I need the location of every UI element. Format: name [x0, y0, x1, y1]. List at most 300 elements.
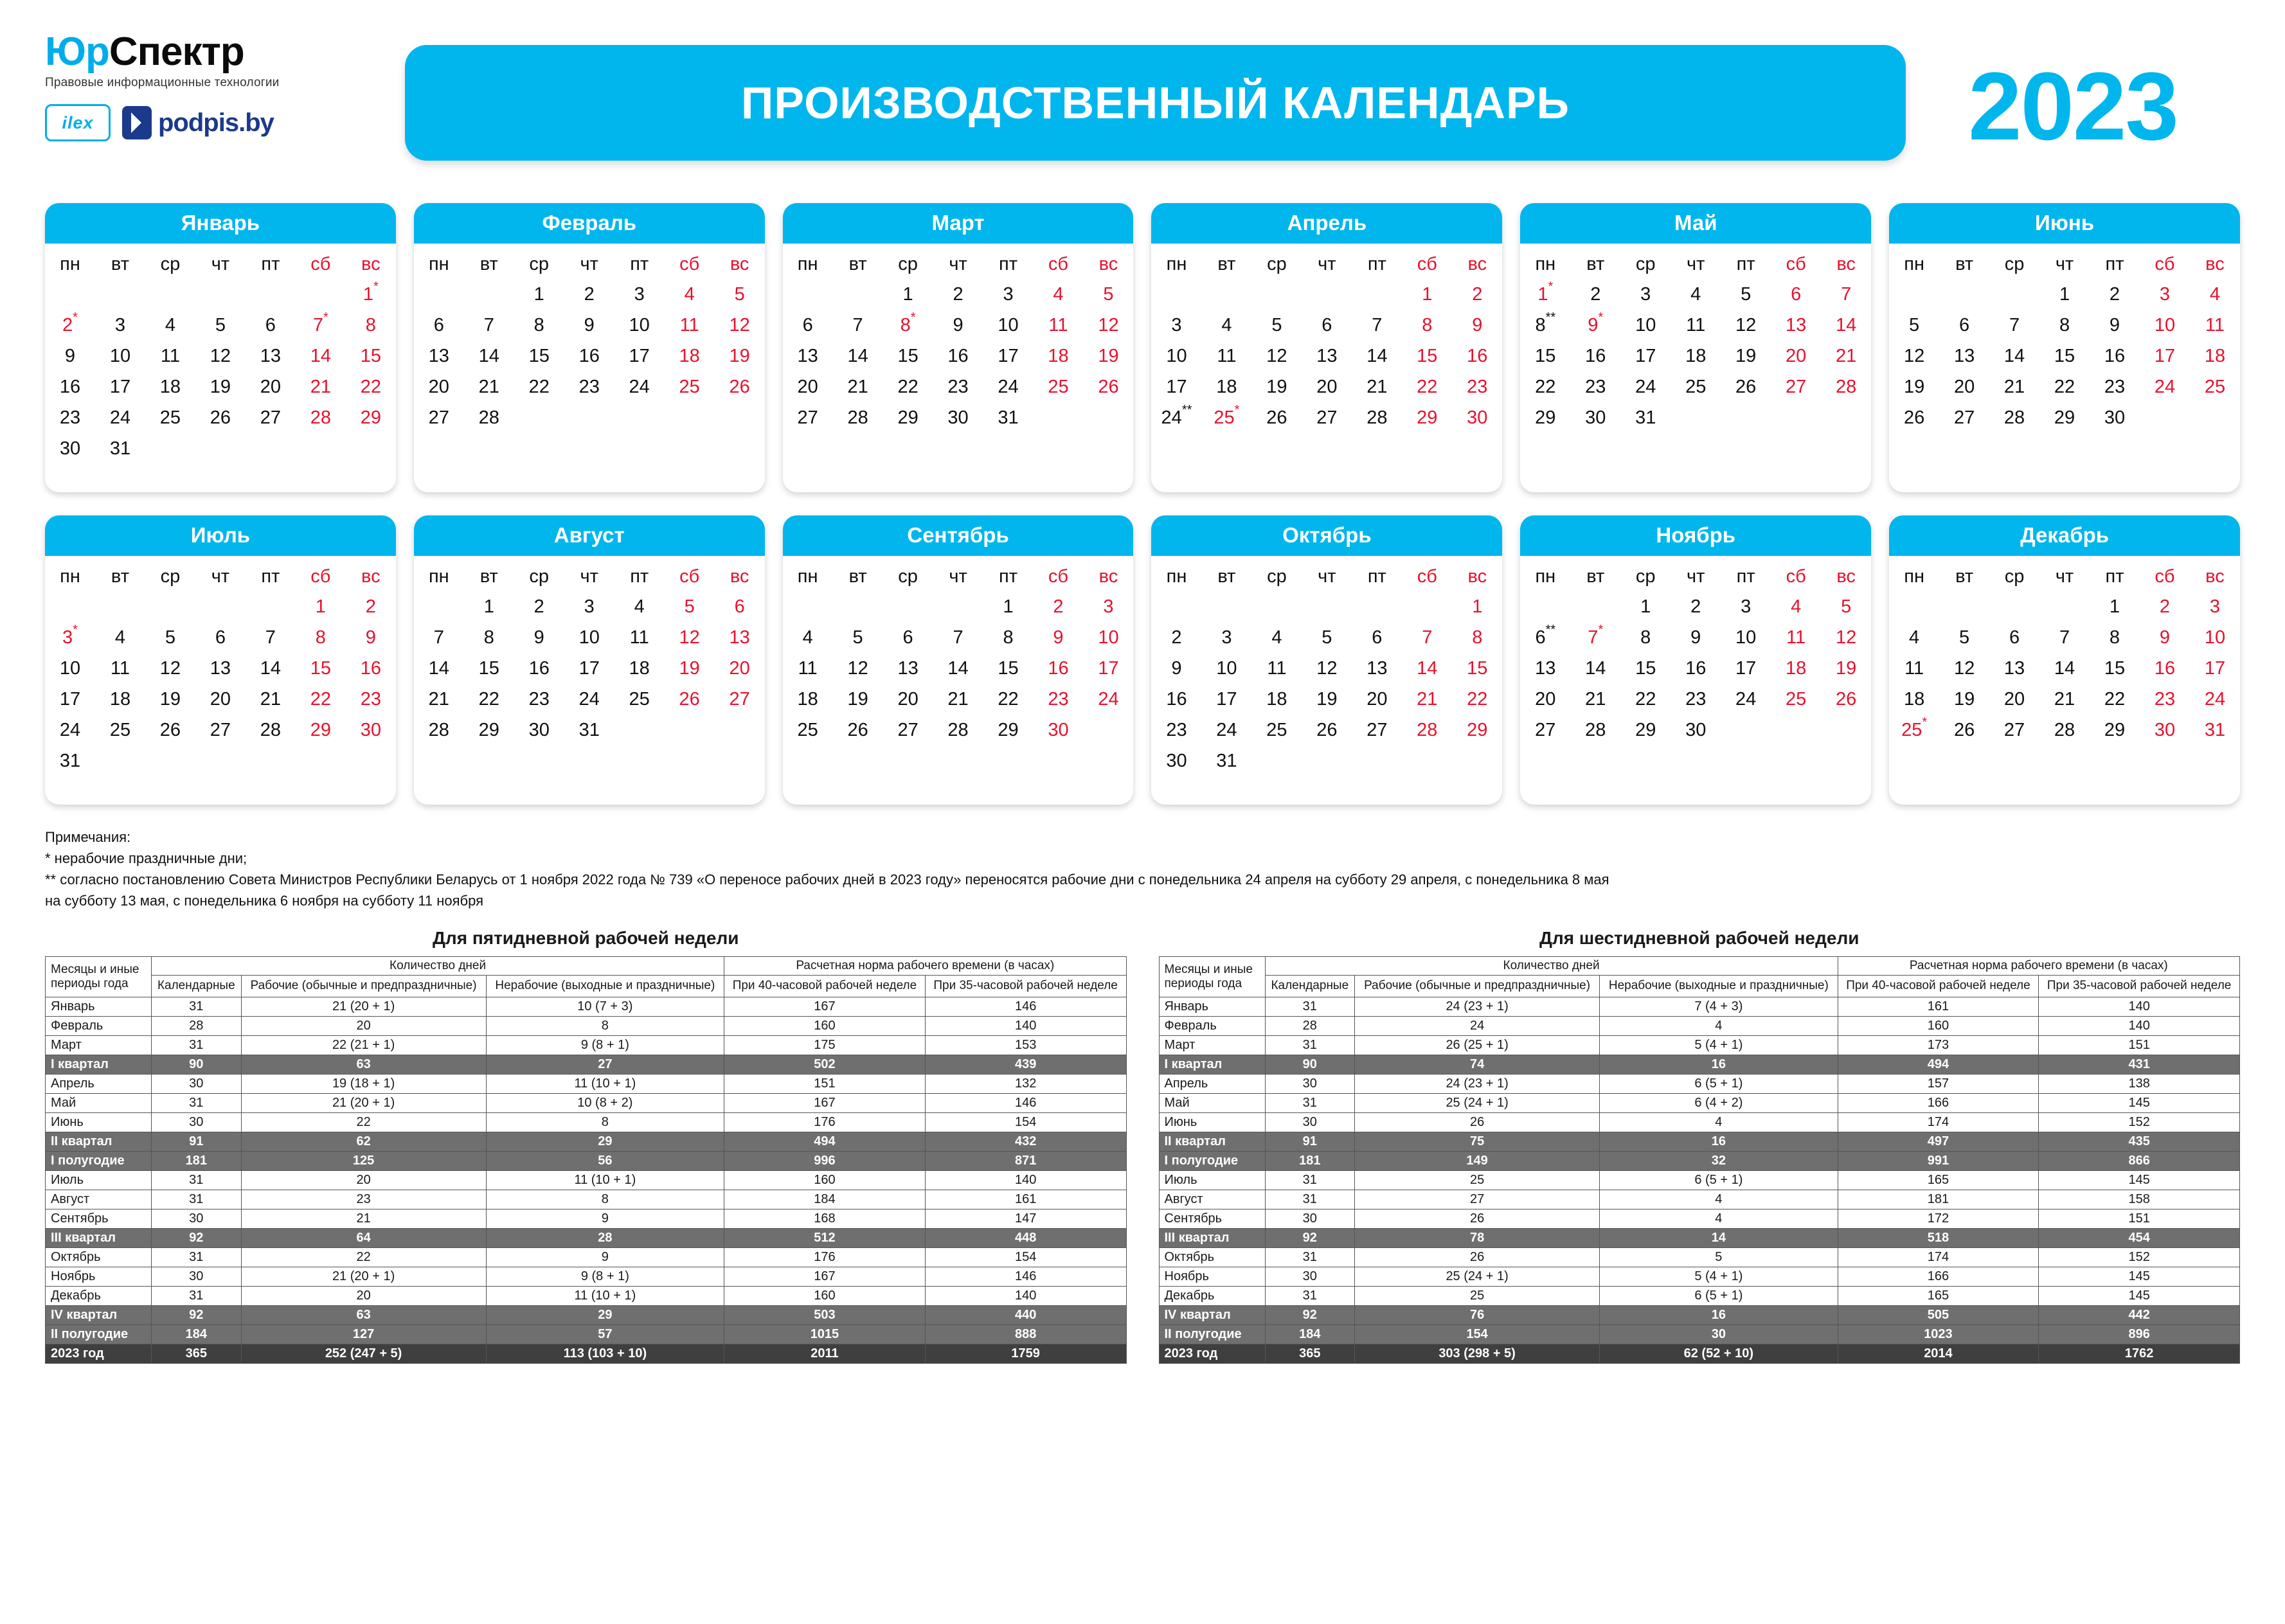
row-label: III квартал [1159, 1228, 1265, 1247]
day-cell: 16 [528, 657, 550, 679]
day-cell: 2 [1590, 283, 1601, 305]
row-value-2: 149 [1355, 1151, 1600, 1170]
weekday-header-пт: пт [999, 254, 1018, 274]
week-row [1889, 591, 2240, 622]
day-cell: 28 [478, 407, 499, 428]
row-value-2: 20 [241, 1170, 486, 1190]
row-value-1: 91 [152, 1132, 242, 1151]
weekday-header-чт: чт [1687, 566, 1705, 587]
year-label: 2023 [1968, 52, 2178, 160]
row-value-2: 24 (23 + 1) [1355, 997, 1600, 1016]
day-cell: 4 [1271, 627, 1282, 648]
row-value-2: 25 (24 + 1) [1355, 1093, 1600, 1112]
row-value-5: 151 [2039, 1035, 2240, 1055]
day-cell: 5 [1909, 314, 1920, 335]
table-row [1159, 1035, 2240, 1055]
day-cell: 24 [998, 376, 1019, 397]
day-cell: 10 [1635, 314, 1656, 335]
day-cell: 23 [528, 688, 550, 709]
day-cell: 15 [998, 657, 1019, 679]
day-cell: 15 [1635, 657, 1656, 679]
row-label: Декабрь [46, 1286, 152, 1305]
row-value-2: 22 (21 + 1) [241, 1035, 486, 1055]
day-cell: 7* [1588, 622, 1604, 648]
day-cell: 30 [947, 407, 969, 428]
day-cell: 17 [109, 376, 131, 397]
weekday-header-вс: вс [2205, 254, 2225, 274]
row-value-4: 1023 [1838, 1325, 2039, 1344]
week-row [1151, 279, 1502, 310]
day-cell: 22 [998, 688, 1019, 709]
day-cell: 26 [679, 688, 700, 709]
weekday-header-чт: чт [2055, 254, 2074, 274]
norm-table-6day-title: Для шестидневной рабочей недели [1539, 928, 1859, 948]
day-cell-empty [195, 433, 246, 464]
row-value-4: 181 [1838, 1190, 2039, 1209]
row-value-1: 90 [1265, 1055, 1355, 1074]
row-value-4: 2014 [1838, 1344, 2039, 1363]
row-value-1: 92 [152, 1305, 242, 1325]
row-value-1: 30 [152, 1074, 242, 1093]
day-cell: 10 [629, 314, 650, 335]
week-row [45, 402, 396, 433]
week-row [1151, 745, 1502, 776]
table-row [1159, 1305, 2240, 1325]
month-card-2 [414, 203, 765, 492]
week-row [1889, 684, 2240, 715]
table-row [1159, 1016, 2240, 1035]
table-row [1159, 1325, 2240, 1344]
row-value-5: 132 [925, 1074, 1126, 1093]
day-cell: 8 [2109, 627, 2120, 648]
weekday-header-пн: пн [1166, 254, 1187, 274]
row-value-5: 158 [2039, 1190, 2240, 1209]
day-cell: 9 [533, 627, 544, 648]
day-cell: 9 [1472, 314, 1483, 335]
weekday-header-сб: сб [1048, 566, 1069, 587]
day-cell: 7 [1372, 314, 1383, 335]
day-cell: 13 [210, 657, 231, 679]
day-cell: 22 [310, 688, 331, 709]
podpis-logo[interactable] [122, 106, 274, 139]
day-cell: 10 [1098, 627, 1119, 648]
row-value-5: 152 [2039, 1247, 2240, 1267]
month-name: Июль [45, 515, 396, 556]
month-name: Ноябрь [1520, 515, 1871, 556]
day-cell: 20 [729, 657, 750, 679]
day-cell: 14 [428, 657, 449, 679]
day-cell: 23 [1585, 376, 1606, 397]
row-value-5: 448 [925, 1228, 1126, 1247]
row-value-2: 26 (25 + 1) [1355, 1035, 1600, 1055]
day-cell: 12 [1836, 627, 1857, 648]
day-cell: 31 [578, 719, 600, 740]
day-cell-empty [145, 591, 195, 622]
table-row [46, 1112, 1127, 1132]
day-cell: 4 [1053, 283, 1064, 305]
day-cell: 9 [64, 345, 76, 366]
day-cell: 17 [1216, 688, 1237, 709]
day-cell: 29 [2104, 719, 2126, 740]
day-cell: 9 [2159, 627, 2171, 648]
row-value-4: 176 [724, 1112, 926, 1132]
day-cell: 8 [1003, 627, 1014, 648]
row-value-5: 138 [2039, 1074, 2240, 1093]
row-value-2: 24 (23 + 1) [1355, 1074, 1600, 1093]
norm-tables [45, 928, 2240, 1364]
month-card-1 [45, 203, 396, 492]
week-row [414, 622, 765, 653]
day-cell: 28 [2054, 719, 2075, 740]
table-row [46, 1228, 1127, 1247]
row-value-5: 140 [925, 1286, 1126, 1305]
day-cell: 10 [109, 345, 131, 366]
day-cell: 20 [428, 376, 449, 397]
month-grid [1151, 565, 1502, 776]
row-value-3: 9 (8 + 1) [486, 1035, 724, 1055]
day-cell-empty [1034, 402, 1084, 433]
row-value-4: 494 [724, 1132, 926, 1151]
day-cell: 11 [1217, 345, 1237, 366]
table-row [46, 1093, 1127, 1112]
day-cell: 8 [2059, 314, 2070, 335]
day-cell: 31 [1635, 407, 1656, 428]
day-cell-empty [1889, 591, 1939, 622]
row-value-4: 1015 [724, 1325, 926, 1344]
day-cell: 6 [1372, 627, 1383, 648]
row-value-1: 92 [1265, 1228, 1355, 1247]
day-cell: 2 [533, 596, 544, 617]
row-label: Ноябрь [46, 1267, 152, 1286]
day-cell-empty [1989, 591, 2039, 622]
day-cell: 15 [1417, 345, 1438, 366]
weekday-header-пн: пн [1904, 254, 1924, 274]
day-cell: 2 [1171, 627, 1182, 648]
day-cell-empty [833, 591, 883, 622]
weekday-header-пт: пт [999, 566, 1018, 587]
month-grid [1889, 565, 2240, 745]
row-value-5: 152 [2039, 1112, 2240, 1132]
week-row [1151, 715, 1502, 745]
row-value-3: 10 (7 + 3) [486, 997, 724, 1016]
day-cell-empty [1452, 745, 1502, 776]
weekday-header-вт: вт [1217, 566, 1236, 587]
day-cell: 11 [1786, 627, 1806, 648]
row-value-3: 9 (8 + 1) [486, 1267, 724, 1286]
day-cell: 24 [629, 376, 650, 397]
row-value-5: 440 [925, 1305, 1126, 1325]
day-cell: 14 [2054, 657, 2075, 679]
day-cell: 24 [1635, 376, 1656, 397]
day-cell: 6 [1959, 314, 1970, 335]
table-row [1159, 997, 2240, 1016]
row-label: Октябрь [1159, 1247, 1265, 1267]
row-value-1: 30 [1265, 1267, 1355, 1286]
row-value-4: 167 [724, 997, 926, 1016]
day-cell: 2 [2159, 596, 2171, 617]
day-cell: 9 [1690, 627, 1701, 648]
row-label: Январь [46, 997, 152, 1016]
row-value-2: 64 [241, 1228, 486, 1247]
day-cell: 15 [1467, 657, 1488, 679]
day-cell-empty [564, 402, 614, 433]
row-value-2: 19 (18 + 1) [241, 1074, 486, 1093]
table-row [1159, 1055, 2240, 1074]
week-row [414, 402, 765, 433]
row-value-3: 4 [1600, 1209, 1838, 1228]
day-cell: 2 [2109, 283, 2120, 305]
weekday-header-вс: вс [361, 566, 381, 587]
day-cell-empty [1251, 279, 1302, 310]
day-cell: 16 [1685, 657, 1707, 679]
day-cell: 26 [1735, 376, 1757, 397]
day-cell-empty [1151, 591, 1201, 622]
weekday-header-вс: вс [730, 254, 749, 274]
day-cell: 3 [1741, 596, 1752, 617]
day-cell: 3 [2159, 283, 2171, 305]
day-cell: 30 [360, 719, 381, 740]
month-card-8 [414, 515, 765, 805]
week-row [45, 622, 396, 653]
day-cell: 5 [734, 283, 745, 305]
norm-table-6day [1159, 956, 2241, 1364]
row-label: 2023 год [46, 1344, 152, 1363]
row-label: Апрель [1159, 1074, 1265, 1093]
row-value-2: 24 [1355, 1016, 1600, 1035]
day-cell: 13 [797, 345, 818, 366]
month-card-4 [1151, 203, 1502, 492]
day-cell: 13 [897, 657, 918, 679]
day-cell: 19 [159, 688, 181, 709]
day-cell: 24** [1161, 402, 1192, 428]
row-label: I полугодие [1159, 1151, 1265, 1170]
col-header-2: Рабочие (обычные и предпраздничные) [241, 975, 486, 997]
day-cell: 30 [1467, 407, 1488, 428]
day-cell: 27 [897, 719, 918, 740]
day-cell: 23 [1166, 719, 1187, 740]
row-label: Апрель [46, 1074, 152, 1093]
day-cell: 29 [1635, 719, 1656, 740]
row-label: Ноябрь [1159, 1267, 1265, 1286]
day-cell-empty [145, 433, 195, 464]
row-value-3: 4 [1600, 1016, 1838, 1035]
day-cell: 4 [1909, 627, 1920, 648]
day-cell-empty [246, 745, 296, 776]
row-value-2: 22 [241, 1112, 486, 1132]
week-row [45, 745, 396, 776]
day-cell-empty [783, 279, 833, 310]
podpis-logo-label: podpis.by [158, 108, 274, 137]
day-cell: 7 [483, 314, 494, 335]
col-group-days: Количество дней [152, 957, 724, 976]
day-cell: 11 [679, 314, 699, 335]
day-cell: 11 [1267, 657, 1287, 679]
weekday-header-вс: вс [1467, 254, 1487, 274]
week-row [1889, 402, 2240, 433]
day-cell: 10 [2204, 627, 2226, 648]
row-value-3: 4 [1600, 1190, 1838, 1209]
week-row [45, 684, 396, 715]
row-value-5: 140 [2039, 1016, 2240, 1035]
row-value-1: 31 [1265, 997, 1355, 1016]
day-cell-empty [715, 715, 765, 745]
day-cell: 3 [1171, 314, 1182, 335]
day-cell: 20 [897, 688, 918, 709]
month-name: Январь [45, 203, 396, 244]
row-value-3: 5 (4 + 1) [1600, 1035, 1838, 1055]
day-cell: 25 [797, 719, 818, 740]
day-cell-empty [246, 279, 296, 310]
day-cell: 26 [1903, 407, 1925, 428]
weekday-header-вт: вт [1955, 566, 1974, 587]
row-value-5: 146 [925, 1093, 1126, 1112]
day-cell: 1 [315, 596, 326, 617]
row-value-1: 181 [152, 1151, 242, 1170]
day-cell: 8* [900, 310, 916, 335]
week-row [1151, 341, 1502, 371]
day-cell: 26 [1953, 719, 1975, 740]
row-value-5: 140 [925, 1016, 1126, 1035]
day-cell: 11 [2205, 314, 2225, 335]
day-cell-empty [1151, 279, 1201, 310]
week-row [783, 591, 1134, 622]
col-header-period: Месяцы и иные периоды года [1159, 957, 1265, 997]
weekday-header-пт: пт [1736, 254, 1755, 274]
row-label: Июнь [46, 1112, 152, 1132]
week-row [414, 684, 765, 715]
weekday-header-чт: чт [580, 254, 598, 274]
row-label: III квартал [46, 1228, 152, 1247]
notes-title: Примечания: [45, 829, 131, 845]
row-value-5: 871 [925, 1151, 1126, 1170]
day-cell: 8 [533, 314, 544, 335]
row-value-1: 30 [1265, 1112, 1355, 1132]
notes-line-3: на субботу 13 мая, с понедельника 6 ноября на субботу 11 ноября [45, 893, 484, 909]
day-cell: 3 [584, 596, 595, 617]
day-cell: 3 [634, 283, 645, 305]
weekday-header-пн: пн [60, 566, 80, 587]
page-header [45, 26, 2240, 180]
day-cell: 16 [59, 376, 81, 397]
weekday-header-ср: ср [160, 566, 181, 587]
week-row [1520, 371, 1871, 402]
day-cell: 4 [802, 627, 813, 648]
day-cell: 31 [109, 438, 131, 459]
day-cell: 6 [2009, 627, 2020, 648]
row-value-3: 7 (4 + 3) [1600, 997, 1838, 1016]
row-label: I квартал [1159, 1055, 1265, 1074]
day-cell: 12 [1735, 314, 1757, 335]
week-row [45, 715, 396, 745]
row-value-1: 31 [1265, 1093, 1355, 1112]
week-row [1520, 310, 1871, 341]
day-cell: 21 [1585, 688, 1606, 709]
row-value-2: 22 [241, 1247, 486, 1267]
day-cell-empty [1402, 591, 1452, 622]
day-cell: 26 [729, 376, 750, 397]
week-row [1889, 341, 2240, 371]
weekday-header-ср: ср [898, 566, 918, 587]
ilex-logo[interactable]: ilex [45, 104, 111, 141]
month-card-5 [1520, 203, 1871, 492]
table-row [1159, 1074, 2240, 1093]
day-cell: 10 [2154, 314, 2176, 335]
months-row-second-half [45, 515, 2240, 805]
row-value-1: 31 [1265, 1286, 1355, 1305]
day-cell: 13 [1953, 345, 1975, 366]
weekday-header-сб: сб [2155, 566, 2175, 587]
row-value-2: 125 [241, 1151, 486, 1170]
day-cell: 13 [260, 345, 281, 366]
row-label: Июль [46, 1170, 152, 1190]
day-cell: 12 [729, 314, 750, 335]
day-cell: 18 [1786, 657, 1807, 679]
brand-logos [45, 104, 405, 141]
day-cell-empty [1989, 279, 2039, 310]
day-cell-empty [246, 591, 296, 622]
day-cell-empty [346, 433, 396, 464]
row-value-3: 9 [486, 1209, 724, 1228]
day-cell-empty [1771, 402, 1821, 433]
day-cell: 15 [897, 345, 918, 366]
week-row [1520, 341, 1871, 371]
month-name: Декабрь [1889, 515, 2240, 556]
weekday-header-ср: ср [1635, 254, 1656, 274]
day-cell: 4 [1221, 314, 1232, 335]
day-cell-empty [2039, 591, 2090, 622]
week-row [414, 310, 765, 341]
row-value-3: 11 (10 + 1) [486, 1286, 724, 1305]
table-row [46, 1151, 1127, 1170]
day-cell: 25 [1685, 376, 1707, 397]
day-cell: 11 [1048, 314, 1068, 335]
weekday-header-пт: пт [2105, 566, 2124, 587]
month-name: Май [1520, 203, 1871, 244]
day-cell: 7 [953, 627, 963, 648]
week-row [1151, 402, 1502, 433]
row-value-5: 146 [925, 1267, 1126, 1286]
table-row [1159, 1247, 2240, 1267]
day-cell-empty [296, 433, 346, 464]
day-cell: 17 [1735, 657, 1757, 679]
month-name: Сентябрь [783, 515, 1134, 556]
col-header-1: Календарные [152, 975, 242, 997]
row-value-3: 29 [486, 1305, 724, 1325]
day-cell: 12 [1098, 314, 1119, 335]
day-cell: 9* [1588, 310, 1604, 335]
day-cell: 6 [802, 314, 813, 335]
day-cell: 29 [1535, 407, 1556, 428]
table-row [46, 1344, 1127, 1363]
day-cell-empty [1302, 279, 1352, 310]
weekday-header-чт: чт [949, 566, 967, 587]
row-label: Май [1159, 1093, 1265, 1112]
day-cell: 6 [734, 596, 745, 617]
day-cell: 9 [365, 627, 376, 648]
day-cell: 3 [1221, 627, 1232, 648]
day-cell: 16 [947, 345, 969, 366]
day-cell: 17 [998, 345, 1019, 366]
row-value-5: 1762 [2039, 1344, 2240, 1363]
day-cell-empty [296, 745, 346, 776]
weekday-header-вт: вт [1955, 254, 1974, 274]
day-cell: 11 [160, 345, 180, 366]
day-cell-empty [833, 279, 883, 310]
row-value-1: 31 [152, 1170, 242, 1190]
day-cell: 27 [797, 407, 818, 428]
day-cell: 5 [1322, 627, 1332, 648]
row-value-4: 505 [1838, 1305, 2039, 1325]
